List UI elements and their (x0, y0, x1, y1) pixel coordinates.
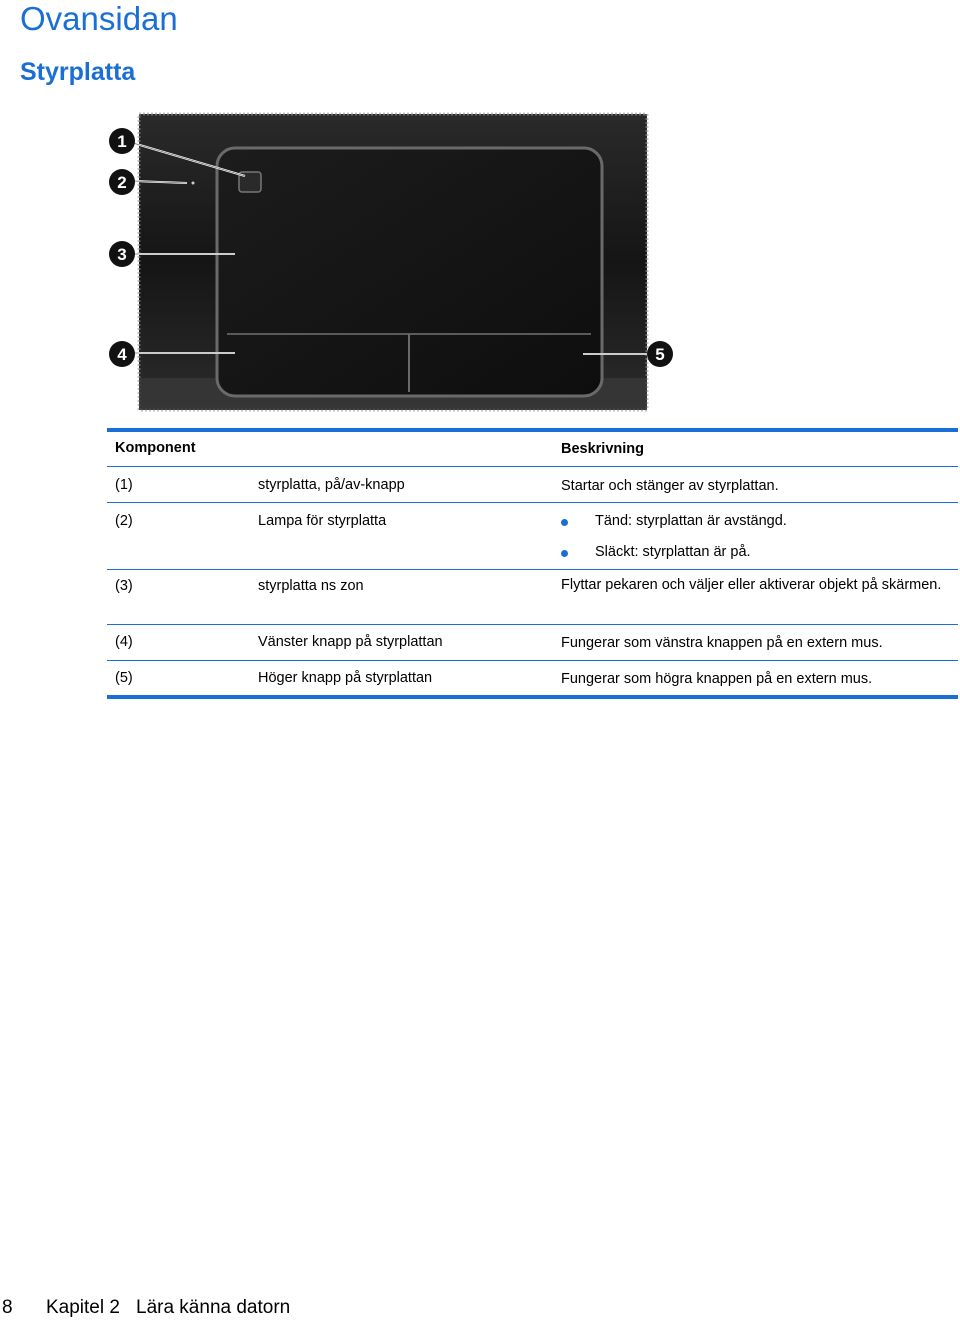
callout-5-label: 5 (655, 345, 665, 364)
table-bottom-rule (107, 695, 958, 699)
table-row (107, 503, 958, 570)
section-title: Ovansidan (20, 0, 178, 37)
callout-1 (109, 128, 135, 154)
bullet-icon (561, 550, 568, 557)
row-number: (2) (115, 513, 133, 529)
table-row (107, 625, 958, 661)
row-number: (1) (115, 477, 133, 493)
row-description: Startar och stänger av styrplattan. (561, 478, 779, 494)
table-row (107, 570, 958, 625)
callout-2 (109, 169, 135, 195)
table-header-row (107, 432, 958, 467)
touchpad-image (105, 108, 685, 418)
bullet-icon (561, 519, 568, 526)
component-table (107, 428, 958, 699)
bullet-text: Tänd: styrplattan är avstängd. (595, 513, 787, 529)
table-row (107, 661, 958, 695)
chapter-label: Kapitel 2 (46, 1297, 120, 1318)
callout-3-label: 3 (117, 245, 127, 264)
callout-4-label: 4 (117, 345, 127, 364)
row-component: Lampa för styrplatta (258, 513, 387, 529)
row-description: Fungerar som vänstra knappen på en extern mus. (561, 635, 883, 651)
header-component: Komponent (115, 440, 196, 456)
callout-1-label: 1 (117, 132, 127, 151)
callout-2-label: 2 (117, 173, 127, 192)
touchpad-light (192, 182, 195, 185)
callout-5 (647, 341, 673, 367)
row-component: Vänster knapp på styrplattan (258, 634, 443, 650)
row-number: (4) (115, 634, 133, 650)
row-number: (3) (115, 578, 133, 594)
row-component: styrplatta ns zon (258, 578, 364, 594)
subsection-title: Styrplatta (20, 58, 136, 86)
row-description: Flyttar pekaren och väljer eller aktiverar objekt på skärmen. (561, 577, 942, 593)
row-component: Höger knapp på styrplattan (258, 670, 433, 686)
row-number: (5) (115, 670, 133, 686)
callout-3 (109, 241, 135, 267)
chapter-title: Lära känna datorn (136, 1297, 291, 1318)
row-component: styrplatta, på/av-knapp (258, 477, 405, 493)
table-row (107, 467, 958, 503)
touchpad-illustration (105, 108, 685, 418)
callout-4 (109, 341, 135, 367)
row-description: Fungerar som högra knappen på en extern mus. (561, 671, 873, 687)
page-number: 8 (2, 1297, 13, 1318)
header-description: Beskrivning (561, 441, 644, 457)
bullet-text: Släckt: styrplattan är på. (595, 544, 751, 560)
